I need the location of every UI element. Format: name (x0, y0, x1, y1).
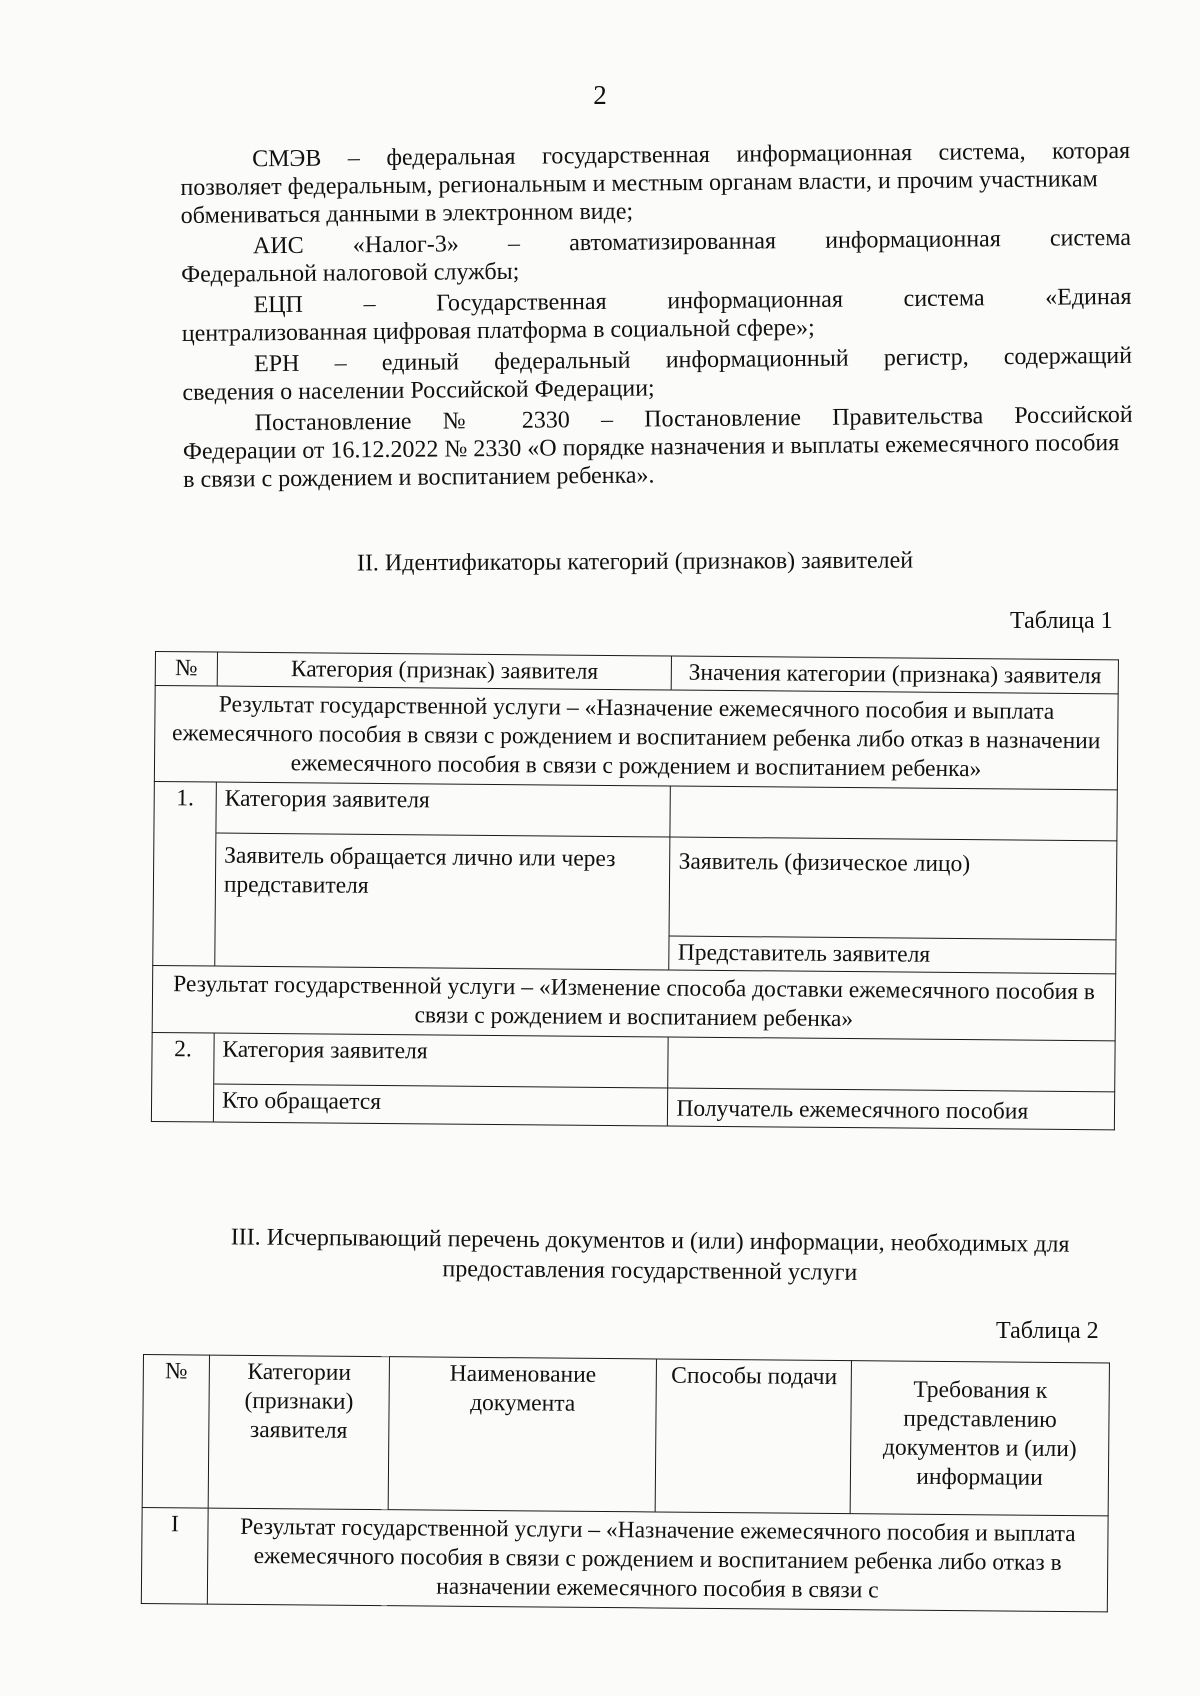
table-row (151, 1083, 1114, 1129)
definition-first-line: СМЭВ – федеральная государственная информационная система, которая (252, 137, 1131, 173)
table-row (154, 781, 1117, 840)
definition-first-line: ЕРН – единый федеральный информационный регистр, содержащий (253, 342, 1133, 378)
value-cell: Представитель заявителя (669, 936, 1116, 974)
header-number: № (142, 1355, 209, 1509)
value-cell: Заявитель (физическое лицо) (669, 837, 1116, 940)
definition-continuation: централизованная цифровая платформа в социальной сфере»; (181, 314, 815, 347)
definition-continuation: сведения о населении Российской Федерации; (182, 375, 655, 406)
section-2-heading: II. Идентификаторы категорий (признаков) заявителей (356, 547, 914, 577)
table-1-caption: Таблица 1 (1010, 608, 1113, 634)
header-document-name: Наименование документа (388, 1357, 657, 1512)
category-cell: Категория заявителя (216, 782, 671, 837)
header-category: Категория (признак) заявителя (217, 652, 672, 690)
sub-category-cell: Кто обращается (213, 1084, 668, 1126)
table-result-row (152, 965, 1116, 1040)
header-category-values: Значения категории (признака) заявителя (672, 656, 1119, 694)
definition-ais-nalog (181, 224, 1131, 289)
table-2-caption: Таблица 2 (996, 1318, 1099, 1344)
section-3-heading: III. Исчерпывающий перечень документов и (или) информации, необходимых для предоставления государственной услуги (230, 1224, 1070, 1286)
empty-number-cell (153, 832, 216, 966)
table-row (153, 832, 1117, 939)
definitions-list (180, 137, 1133, 497)
header-submission-methods: Способы подачи (656, 1359, 852, 1514)
definition-first-line: АИС «Налог-3» – автоматизированная информационная система (252, 224, 1132, 260)
table-result-row (154, 686, 1118, 790)
definition-ecp (181, 283, 1131, 348)
table-2 (141, 1354, 1110, 1612)
header-categories: Категории (признаки) заявителя (208, 1355, 389, 1510)
row-number: 1. (154, 781, 216, 833)
row-number: I (141, 1507, 208, 1604)
definition-continuation: позволяет федеральным, региональным и местным органам власти, и прочим участникам обмениваться данными в электронном виде; (180, 166, 1098, 229)
result-assignment-cell: Результат государственной услуги – «Назначение ежемесячного пособия и выплата ежемесячного пособия в связи с рождением и воспитанием ребенка либо отказ в назначении ежемесячного пособия в связи с рождением и воспитанием ребенка» (154, 686, 1118, 790)
header-requirements: Требования к представлению документов и (или) информации (850, 1361, 1109, 1516)
definition-continuation: Федерации от 16.12.2022 № 2330 «О порядке назначения и выплаты ежемесячного пособия в связи с рождением и воспитанием ребенка». (182, 429, 1120, 493)
row-number: 2. (152, 1032, 214, 1084)
definition-continuation: Федеральной налоговой службы; (181, 258, 520, 288)
definition-postanovlenie (183, 401, 1134, 494)
definition-first-line: ЕЦП – Государственная информационная система «Единая (253, 283, 1132, 319)
definition-first-line: Постановление № 2330 – Постановление Правительства Российской (254, 401, 1133, 437)
table-row (152, 1032, 1115, 1091)
empty-value-cell (668, 1037, 1115, 1092)
empty-value-cell (670, 786, 1117, 841)
category-cell: Категория заявителя (214, 1033, 669, 1088)
sub-category-cell: Заявитель обращается лично или через представителя (215, 833, 671, 970)
page-number: 2 (593, 80, 607, 110)
definition-ern (182, 342, 1132, 407)
table-header-row (142, 1355, 1109, 1516)
definition-smev (180, 137, 1131, 230)
value-cell: Получатель ежемесячного пособия (668, 1088, 1115, 1130)
header-number: № (155, 652, 217, 687)
table-1 (151, 651, 1119, 1130)
result-assignment-cell: Результат государственной услуги – «Назначение ежемесячного пособия и выплата ежемесячного пособия в связи с рождением и воспитанием ребенка либо отказ в назначении ежемесячного пособия в связи с (207, 1508, 1108, 1612)
empty-number-cell (151, 1083, 213, 1122)
table-result-row (141, 1507, 1108, 1611)
result-delivery-change-cell: Результат государственной услуги – «Изменение способа доставки ежемесячного пособия в связи с рождением и воспитанием ребенка» (152, 965, 1116, 1040)
